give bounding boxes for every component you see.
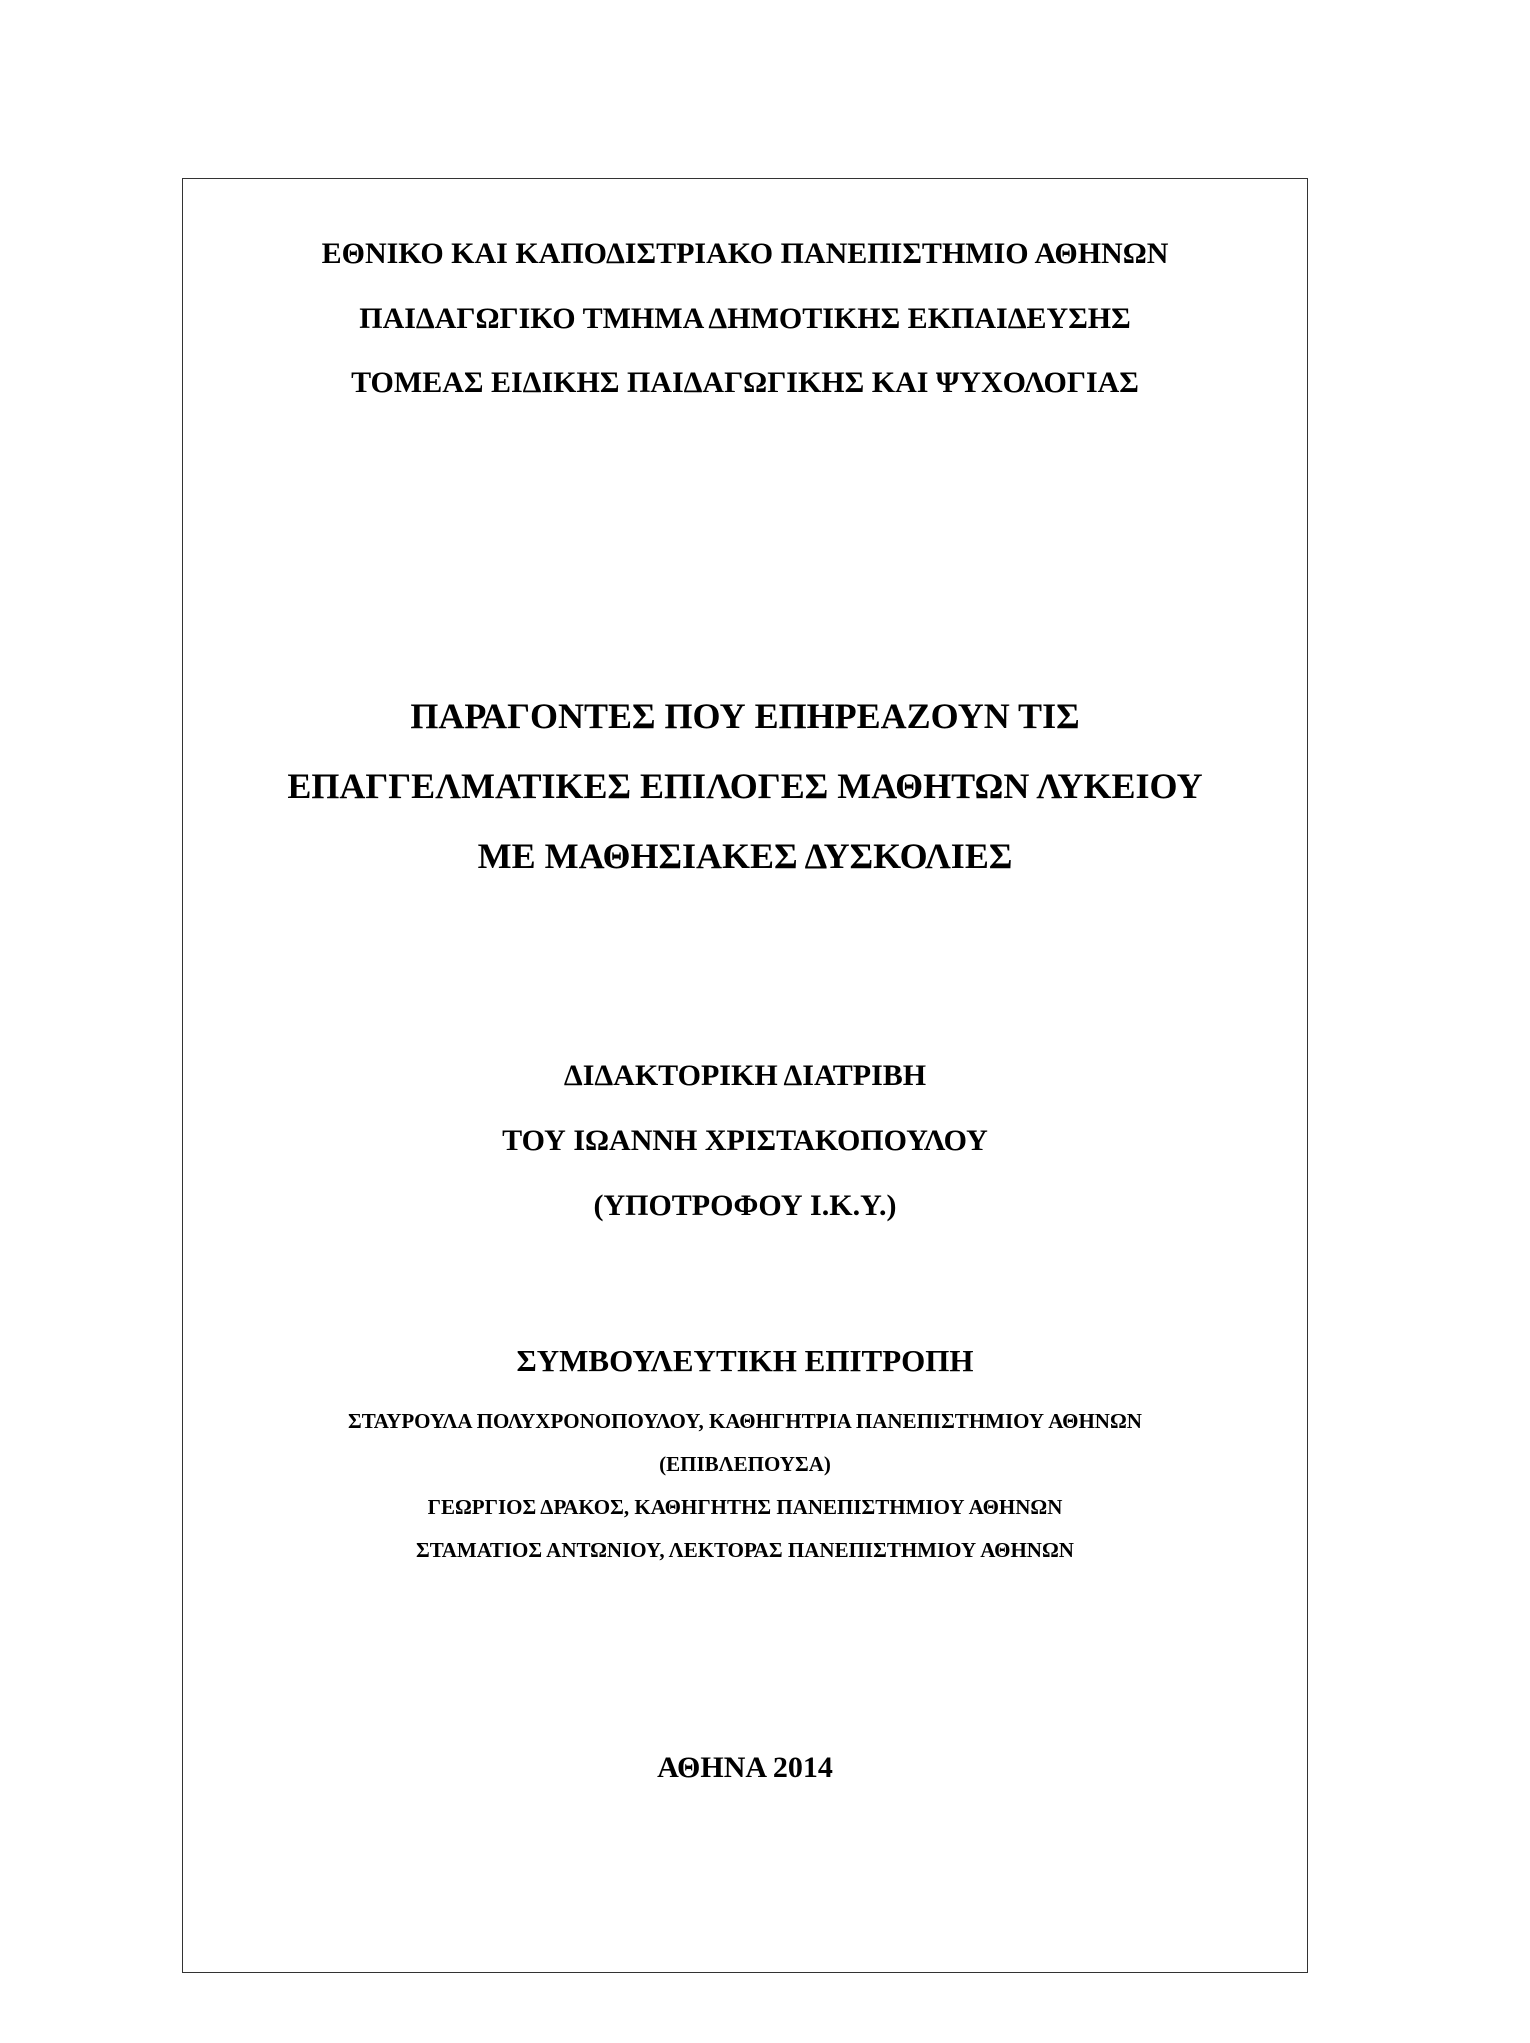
sector-name: ΤΟΜΕΑΣ ΕΙΔΙΚΗΣ ΠΑΙΔΑΓΩΓΙΚΗΣ ΚΑΙ ΨΥΧΟΛΟΓΙΑΣ	[351, 366, 1139, 399]
committee-member: ΣΤΑΜΑΤΙΟΣ ΑΝΤΩΝΙΟΥ, ΛΕΚΤΟΡΑΣ ΠΑΝΕΠΙΣΤΗΜΙΟΥ ΑΘΗΝΩΝ	[416, 1538, 1074, 1562]
thesis-title-line-1: ΠΑΡΑΓΟΝΤΕΣ ΠΟΥ ΕΠΗΡΕΑΖΟΥΝ ΤΙΣ	[410, 696, 1080, 736]
thesis-author: ΤΟΥ ΙΩΑΝΝΗ ΧΡΙΣΤΑΚΟΠΟΥΛΟΥ	[502, 1124, 988, 1157]
committee-member-role: (ΕΠΙΒΛΕΠΟΥΣΑ)	[659, 1452, 831, 1476]
thesis-type: ΔΙΔΑΚΤΟΡΙΚΗ ΔΙΑΤΡΙΒΗ	[563, 1059, 927, 1092]
thesis-title-line-2: ΕΠΑΓΓΕΛΜΑΤΙΚΕΣ ΕΠΙΛΟΓΕΣ ΜΑΘΗΤΩΝ ΛΥΚΕΙΟΥ	[287, 766, 1203, 806]
title-page-frame	[182, 178, 1308, 1973]
thesis-scholarship: (ΥΠΟΤΡΟΦΟΥ Ι.Κ.Υ.)	[593, 1189, 897, 1222]
committee-member: ΓΕΩΡΓΙΟΣ ΔΡΑΚΟΣ, ΚΑΘΗΓΗΤΗΣ ΠΑΝΕΠΙΣΤΗΜΙΟΥ ΑΘΗΝΩΝ	[427, 1495, 1063, 1519]
place-and-year: ΑΘΗΝΑ 2014	[657, 1751, 833, 1784]
department-name: ΠΑΙΔΑΓΩΓΙΚΟ ΤΜΗΜΑ ΔΗΜΟΤΙΚΗΣ ΕΚΠΑΙΔΕΥΣΗΣ	[359, 302, 1131, 335]
thesis-title-line-3: ΜΕ ΜΑΘΗΣΙΑΚΕΣ ΔΥΣΚΟΛΙΕΣ	[477, 836, 1013, 876]
committee-member: ΣΤΑΥΡΟΥΛΑ ΠΟΛΥΧΡΟΝΟΠΟΥΛΟΥ, ΚΑΘΗΓΗΤΡΙΑ ΠΑΝΕΠΙΣΤΗΜΙΟΥ ΑΘΗΝΩΝ	[348, 1409, 1142, 1433]
committee-heading: ΣΥΜΒΟΥΛΕΥΤΙΚΗ ΕΠΙΤΡΟΠΗ	[516, 1343, 974, 1378]
university-name: ΕΘΝΙΚΟ ΚΑΙ ΚΑΠΟΔΙΣΤΡΙΑΚΟ ΠΑΝΕΠΙΣΤΗΜΙΟ ΑΘΗΝΩΝ	[321, 237, 1169, 270]
